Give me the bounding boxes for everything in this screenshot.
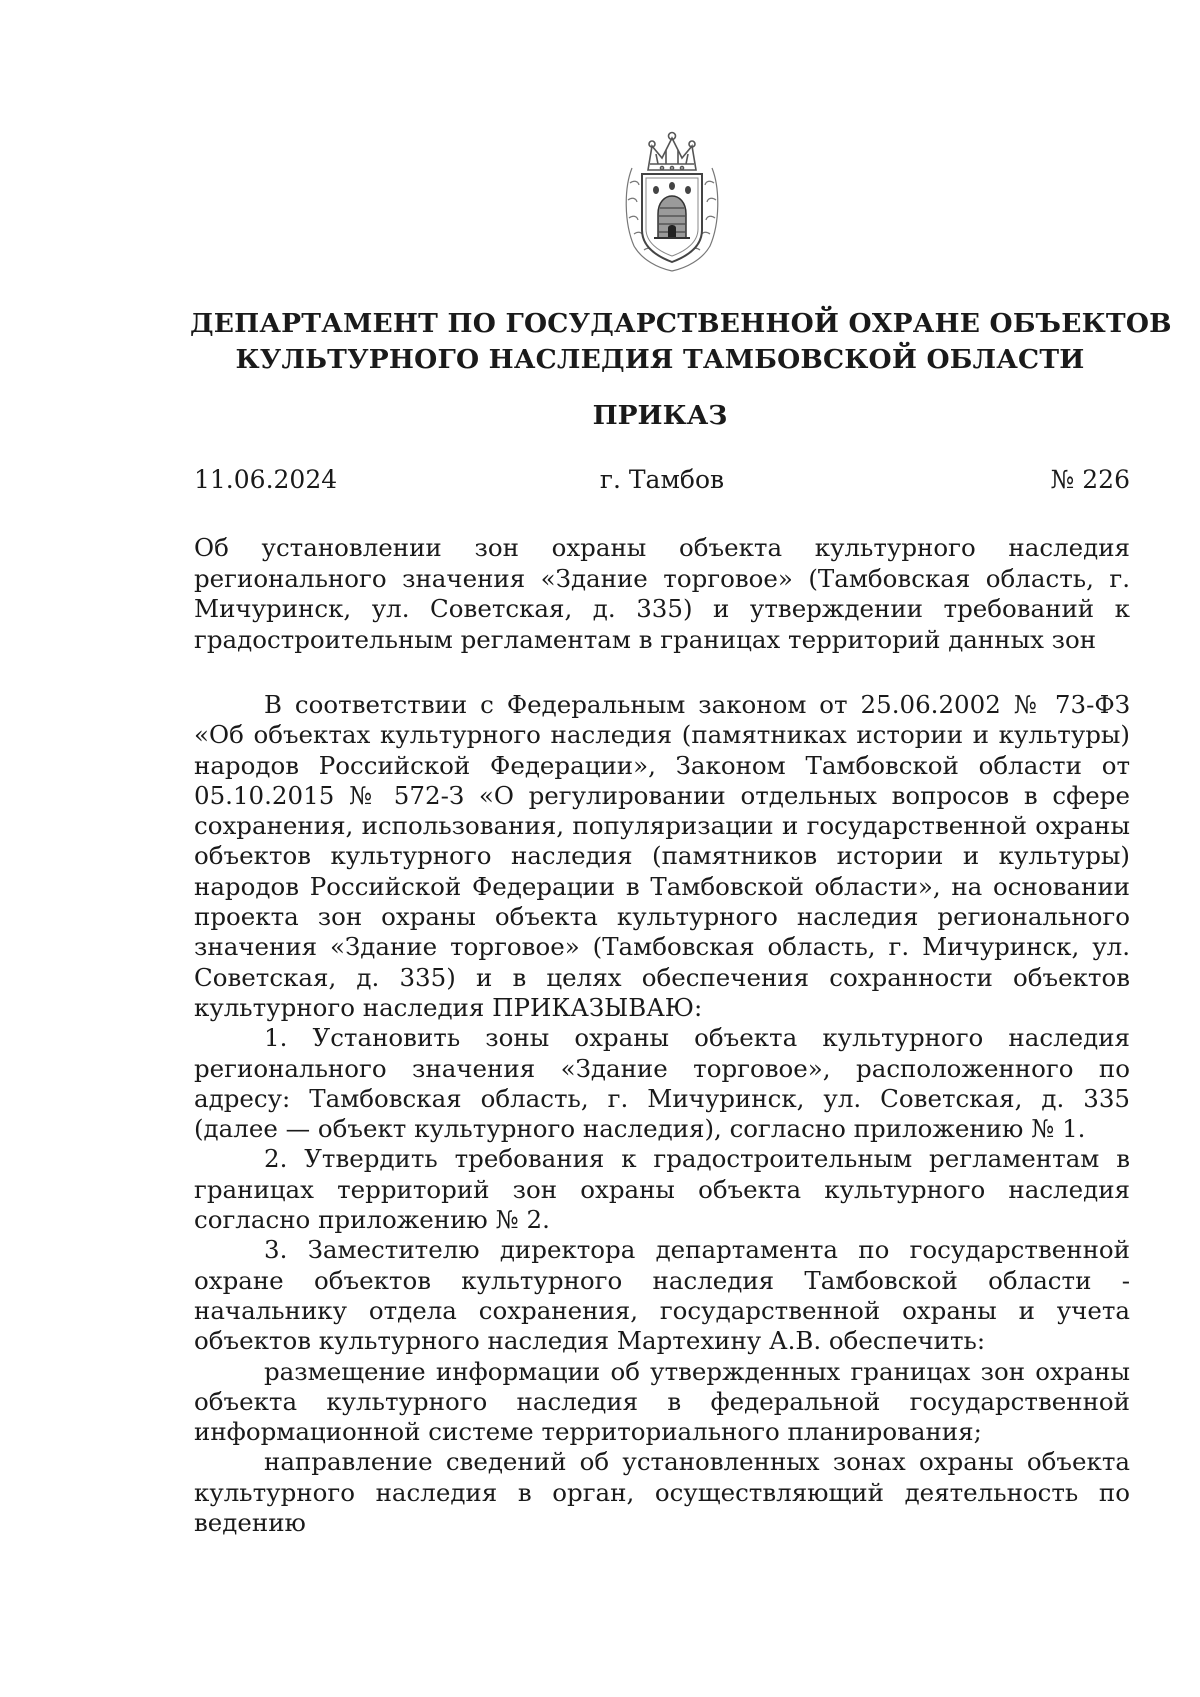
preamble-paragraph: В соответствии с Федеральным законом от 25.06.2002 № 73-ФЗ «Об объектах культурного наследия (памятниках истории и культуры) народов Российской Федерации», Законом Тамбовской области от 05.10.2015 № 572-З «О регулировании отдельных вопросов в сфере сохранения, использования, популяризации и государственной охраны объектов культурного наследия (памятников истории и культуры) народов Российской Федерации в Тамбовской области», на основании проекта зон охраны объекта культурного наследия регионального значения «Здание торговое» (Тамбовская область, г. Мичуринск, ул. Советская, д. 335) и в целях обеспечения сохранности объектов культурного наследия ПРИКАЗЫВАЮ: (194, 690, 1130, 1022)
document-meta (194, 462, 1130, 500)
department-title-line-2: КУЛЬТУРНОГО НАСЛЕДИЯ ТАМБОВСКОЙ ОБЛАСТИ (235, 344, 1085, 375)
order-item-3: 3. Заместителю директора департамента по государственной охране объектов культурного наследия Тамбовской области - начальнику отдела сохранения, государственной охраны и учета объектов культурного наследия Мартехину А.В. обеспечить: (194, 1235, 1130, 1356)
document-date: 11.06.2024 (194, 465, 338, 494)
order-item-3-subitem-1: размещение информации об утвержденных границах зон охраны объекта культурного наследия в федеральной государственной информационной системе территориального планирования; (194, 1356, 1130, 1447)
coat-of-arms-icon (618, 128, 726, 273)
document-subject: Об установлении зон охраны объекта культурного наследия регионального значения «Здание торговое» (Тамбовская область, г. Мичуринск, ул. Советская, д. 335) и утверждении требований к градостроительным регламентам в границах территорий данных зон (194, 533, 1130, 654)
order-item-1: 1. Установить зоны охраны объекта культурного наследия регионального значения «Здание торговое», расположенного по адресу: Тамбовская область, г. Мичуринск, ул. Советская, д. 335 (далее — объект культурного наследия), согласно приложению № 1. (194, 1023, 1130, 1144)
department-header (190, 306, 1172, 378)
document-city: г. Тамбов (599, 465, 725, 494)
document-type: ПРИКАЗ (592, 400, 728, 431)
department-title-line-1: ДЕПАРТАМЕНТ ПО ГОСУДАРСТВЕННОЙ ОХРАНЕ ОБЪЕКТОВ (190, 308, 1172, 339)
order-item-2: 2. Утвердить требования к градостроительным регламентам в границах территорий зон охраны объекта культурного наследия согласно приложению № 2. (194, 1144, 1130, 1235)
document-body (194, 690, 1130, 1538)
document-number: № 226 (1050, 465, 1130, 494)
order-item-3-subitem-2: направление сведений об установленных зонах охраны объекта культурного наследия в орган, осуществляющий деятельность по ведению (194, 1447, 1130, 1538)
